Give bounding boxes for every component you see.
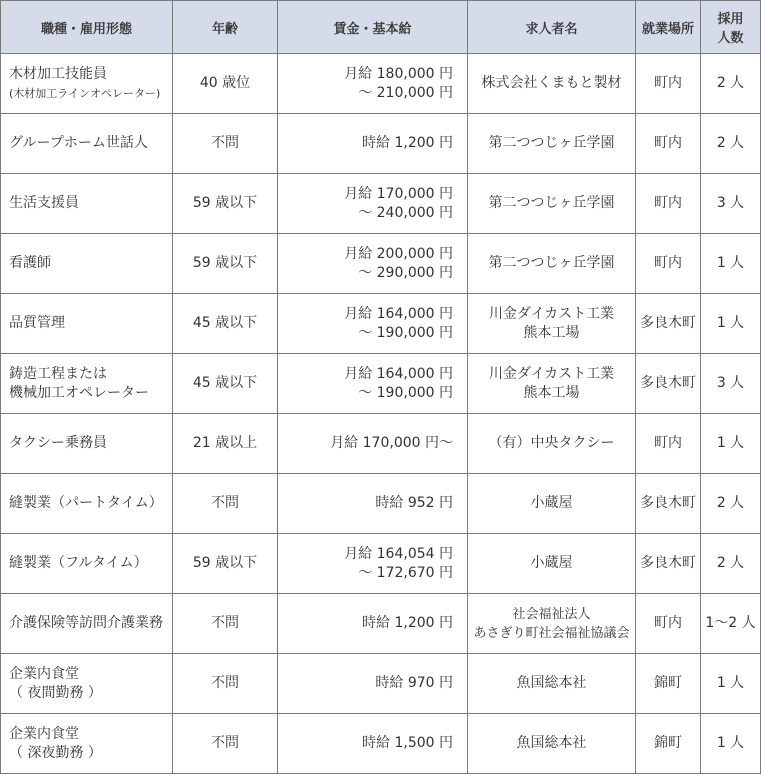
hiring-count-cell: 1 人 (701, 714, 761, 774)
location-cell: 多良木町 (636, 294, 701, 354)
hiring-count-cell: 1～2 人 (701, 594, 761, 654)
wage-cell (278, 234, 468, 294)
job-title-cell (1, 114, 173, 174)
age-cell: 不問 (173, 114, 278, 174)
hiring-count-cell: 1 人 (701, 234, 761, 294)
job-title-line: （ 夜間勤務 ） (9, 684, 102, 701)
job-title-line: 介護保険等訪問介護業務 (9, 615, 163, 631)
wage-line: 月給 164,054 円 (344, 545, 453, 562)
wage-line: 月給 200,000 円 (344, 245, 453, 262)
wage-cell (278, 54, 468, 114)
job-title-cell (1, 474, 173, 534)
employer-cell (468, 414, 636, 474)
wage-line: ～ 210,000 円 (358, 84, 453, 101)
job-title-line: 品質管理 (9, 315, 65, 331)
age-cell: 不問 (173, 474, 278, 534)
employer-line: あさぎり町社会福祉協議会 (473, 625, 630, 641)
header-wage: 賃金・基本給 (278, 1, 468, 54)
hiring-count-cell: 1 人 (701, 654, 761, 714)
hiring-count-cell: 1 人 (701, 294, 761, 354)
age-cell: 40 歳位 (173, 54, 278, 114)
header-count-line-2: 人数 (717, 31, 744, 46)
wage-cell (278, 474, 468, 534)
wage-line: 月給 180,000 円 (344, 65, 453, 82)
job-title-cell (1, 234, 173, 294)
employer-line: 熊本工場 (523, 384, 580, 401)
wage-line: 月給 164,000 円 (344, 305, 453, 322)
wage-line: 時給 1,200 円 (362, 615, 453, 631)
table-row (1, 54, 761, 114)
header-count-line-1: 採用 (717, 12, 744, 27)
employer-cell (468, 354, 636, 414)
job-title-line: 生活支援員 (9, 195, 79, 211)
employer-cell (468, 114, 636, 174)
location-cell: 町内 (636, 174, 701, 234)
employer-line: 株式会社くまもと製材 (481, 75, 622, 91)
job-title-line: グループホーム世話人 (9, 135, 148, 151)
job-title-cell (1, 294, 173, 354)
wage-line: 月給 170,000 円～ (330, 435, 453, 451)
wage-cell (278, 114, 468, 174)
wage-line: 時給 970 円 (375, 675, 453, 691)
job-title-line: タクシー乗務員 (9, 435, 107, 451)
hiring-count-cell: 3 人 (701, 354, 761, 414)
header-count (701, 1, 761, 54)
age-cell: 不問 (173, 654, 278, 714)
age-cell: 59 歳以下 (173, 174, 278, 234)
employer-cell (468, 654, 636, 714)
table-row (1, 594, 761, 654)
table-row (1, 714, 761, 774)
wage-line: 時給 1,500 円 (362, 735, 453, 751)
wage-line: ～ 172,670 円 (358, 564, 453, 581)
location-cell: 町内 (636, 114, 701, 174)
job-title-cell (1, 54, 173, 114)
wage-cell (278, 354, 468, 414)
age-cell: 不問 (173, 594, 278, 654)
wage-cell (278, 174, 468, 234)
header-age: 年齢 (173, 1, 278, 54)
location-cell: 町内 (636, 414, 701, 474)
job-title-cell (1, 534, 173, 594)
table-row (1, 294, 761, 354)
wage-cell (278, 294, 468, 354)
age-cell: 59 歳以下 (173, 234, 278, 294)
table-row (1, 114, 761, 174)
employer-line: 魚国総本社 (516, 675, 587, 691)
employer-line: 川金ダイカスト工業 (488, 305, 615, 322)
job-title-line: 縫製業（パートタイム） (9, 495, 163, 511)
table-row (1, 234, 761, 294)
hiring-count-cell: 3 人 (701, 174, 761, 234)
job-title-cell (1, 654, 173, 714)
employer-line: 川金ダイカスト工業 (488, 365, 615, 382)
location-cell: 多良木町 (636, 534, 701, 594)
hiring-count-cell: 2 人 (701, 474, 761, 534)
wage-line: 月給 170,000 円 (344, 185, 453, 202)
table-row (1, 534, 761, 594)
job-title-cell (1, 714, 173, 774)
job-title-line: （ 深夜勤務 ） (9, 744, 102, 761)
wage-line: ～ 190,000 円 (358, 324, 453, 341)
table-row (1, 174, 761, 234)
job-title-line: 看護師 (9, 255, 51, 271)
location-cell: 多良木町 (636, 354, 701, 414)
job-title-cell (1, 594, 173, 654)
location-cell: 錦町 (636, 714, 701, 774)
wage-cell (278, 414, 468, 474)
wage-line: ～ 290,000 円 (358, 264, 453, 281)
job-subtitle: (木材加工ラインオペレーター) (9, 86, 161, 100)
age-cell: 45 歳以下 (173, 294, 278, 354)
age-cell: 21 歳以上 (173, 414, 278, 474)
table-row (1, 474, 761, 534)
hiring-count-cell: 2 人 (701, 54, 761, 114)
wage-cell (278, 714, 468, 774)
wage-line: ～ 190,000 円 (358, 384, 453, 401)
hiring-count-cell: 1 人 (701, 414, 761, 474)
employer-cell (468, 174, 636, 234)
wage-cell (278, 654, 468, 714)
employer-cell (468, 294, 636, 354)
location-cell: 錦町 (636, 654, 701, 714)
employer-line: 第二つつじヶ丘学園 (488, 255, 615, 271)
age-cell: 45 歳以下 (173, 354, 278, 414)
employer-cell (468, 534, 636, 594)
job-title-cell (1, 354, 173, 414)
header-row (1, 1, 761, 54)
employer-cell (468, 234, 636, 294)
wage-cell (278, 594, 468, 654)
location-cell: 多良木町 (636, 474, 701, 534)
wage-line: 時給 1,200 円 (362, 135, 453, 151)
employer-line: 熊本工場 (523, 324, 580, 341)
hiring-count-cell: 2 人 (701, 114, 761, 174)
header-employer: 求人者名 (468, 1, 636, 54)
employer-cell (468, 474, 636, 534)
employer-cell (468, 714, 636, 774)
job-title-line: 縫製業（フルタイム） (9, 555, 148, 571)
table-row (1, 354, 761, 414)
employer-line: 第二つつじヶ丘学園 (488, 195, 615, 211)
job-title-line: 機械加工オペレーター (9, 384, 149, 401)
employer-line: 第二つつじヶ丘学園 (488, 135, 615, 151)
job-title-line: 木材加工技能員 (9, 65, 107, 82)
employer-line: 社会福祉法人 (512, 606, 591, 622)
employer-line: 小蔵屋 (530, 495, 573, 511)
age-cell: 不問 (173, 714, 278, 774)
wage-cell (278, 534, 468, 594)
employer-line: 魚国総本社 (516, 735, 587, 751)
job-title-cell (1, 174, 173, 234)
wage-line: ～ 240,000 円 (358, 204, 453, 221)
wage-line: 時給 952 円 (375, 495, 453, 511)
header-location: 就業場所 (636, 1, 701, 54)
job-title-line: 企業内食堂 (9, 665, 79, 682)
employer-cell (468, 54, 636, 114)
age-cell: 59 歳以下 (173, 534, 278, 594)
hiring-count-cell: 2 人 (701, 534, 761, 594)
header-job: 職種・雇用形態 (1, 1, 173, 54)
employer-line: （有）中央タクシー (488, 435, 615, 451)
employer-line: 小蔵屋 (530, 555, 573, 571)
location-cell: 町内 (636, 234, 701, 294)
location-cell: 町内 (636, 594, 701, 654)
wage-line: 月給 164,000 円 (344, 365, 453, 382)
job-title-line: 企業内食堂 (9, 725, 79, 742)
table-row (1, 654, 761, 714)
job-title-cell (1, 414, 173, 474)
job-title-line: 鋳造工程または (9, 365, 107, 382)
location-cell: 町内 (636, 54, 701, 114)
employer-cell (468, 594, 636, 654)
table-row (1, 414, 761, 474)
